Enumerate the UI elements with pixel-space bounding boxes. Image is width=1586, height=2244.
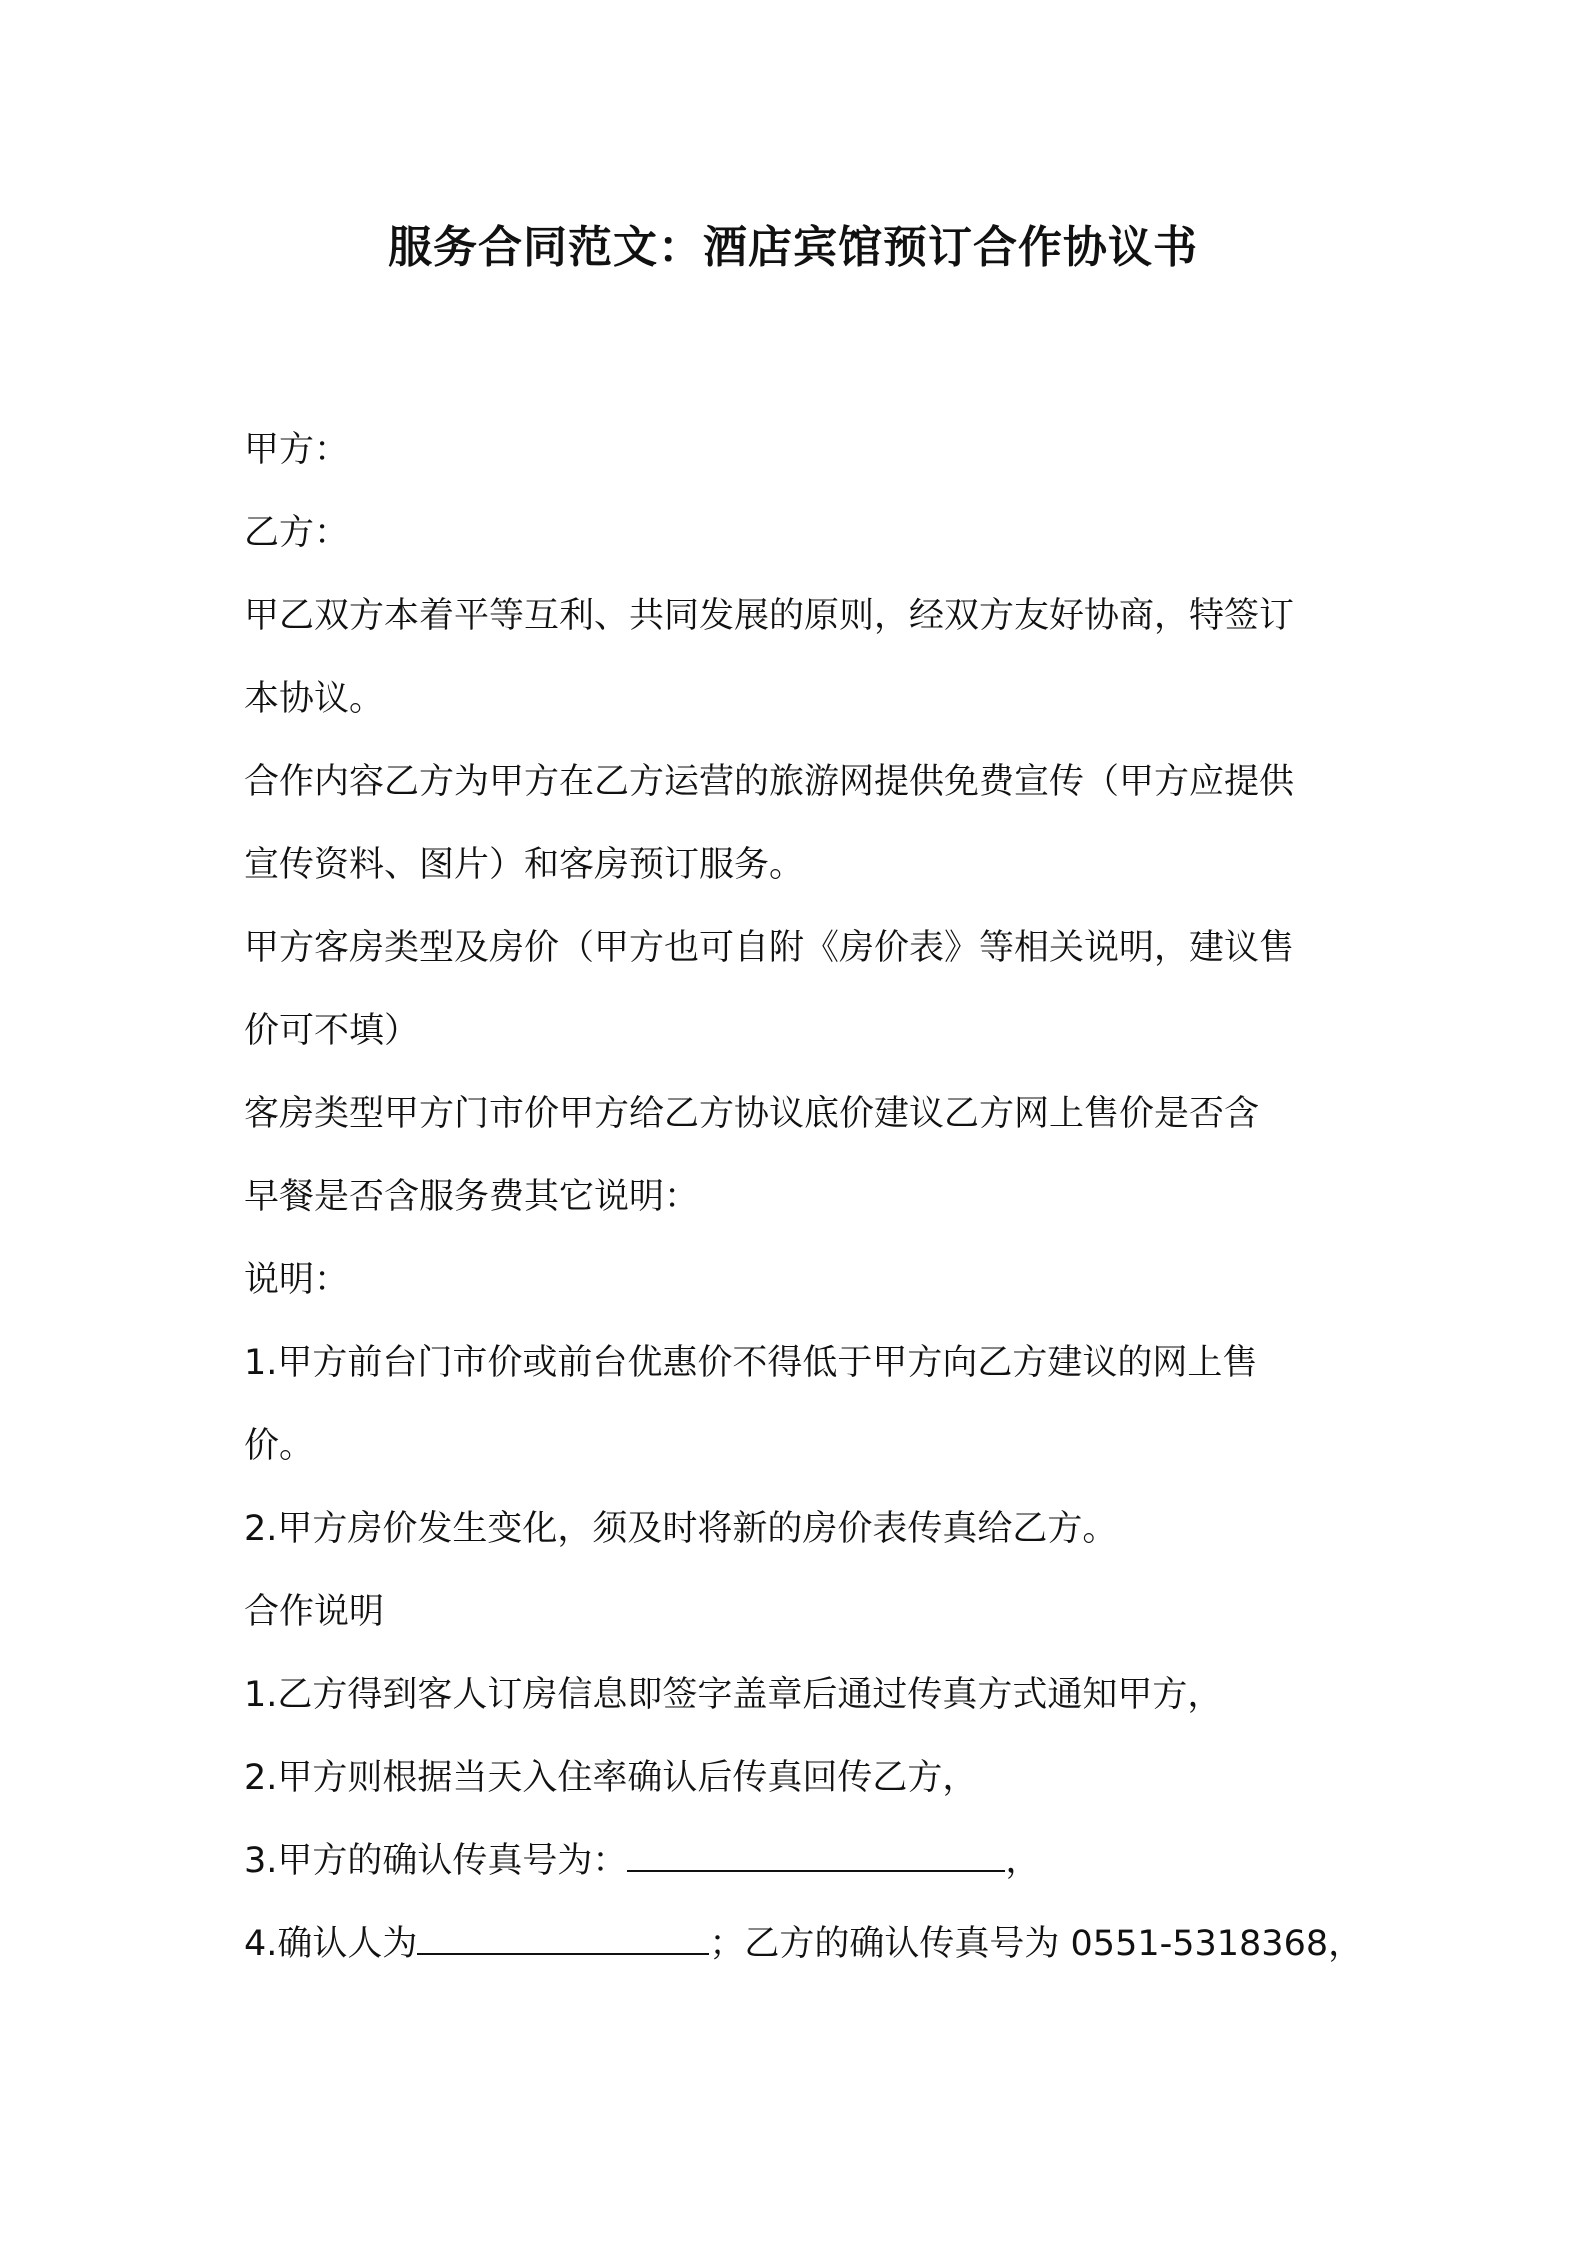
note-2: 2.甲方房价发生变化，须及时将新的房价表传真给乙方。 [244,1509,1118,1549]
note-1-line-1: 1.甲方前台门市价或前台优惠价不得低于甲方向乙方建议的网上售 [244,1343,1258,1383]
confirmer-blank [417,1921,709,1955]
fax-number-blank [627,1838,1005,1872]
table-header-line-2: 早餐是否含服务费其它说明： [244,1177,700,1217]
document-body [244,409,1364,1986]
coop-item-3 [244,1820,1364,1903]
coop-item-4-prefix: 4.确认人为 [244,1924,418,1964]
table-header-line-1: 客房类型甲方门市价甲方给乙方协议底价建议乙方网上售价是否含 [244,1094,1260,1134]
notes-label: 说明： [244,1260,350,1300]
intro-line-2: 本协议。 [244,679,385,719]
room-types-line-1: 甲方客房类型及房价（甲方也可自附《房价表》等相关说明，建议售 [244,928,1295,968]
party-a-line: 甲方： [244,430,350,470]
coop-item-4 [244,1903,1364,1986]
coop-content-line-1: 合作内容乙方为甲方在乙方运营的旅游网提供免费宣传（甲方应提供 [244,762,1295,802]
coop-item-3-suffix: ， [1005,1841,1041,1881]
document-title: 服务合同范文：酒店宾馆预订合作协议书 [388,222,1198,273]
coop-notes-label: 合作说明 [244,1592,385,1632]
coop-item-3-prefix: 3.甲方的确认传真号为： [244,1841,628,1881]
coop-item-1: 1.乙方得到客人订房信息即签字盖章后通过传真方式通知甲方， [244,1675,1223,1715]
note-1-line-2: 价。 [244,1426,315,1466]
coop-item-2: 2.甲方则根据当天入住率确认后传真回传乙方， [244,1758,978,1798]
party-b-line: 乙方： [244,513,350,553]
coop-content-line-2: 宣传资料、图片）和客房预订服务。 [244,845,805,885]
coop-item-4-suffix: ；乙方的确认传真号为 0551-5318368， [709,1924,1364,1964]
room-types-line-2: 价可不填） [244,1011,420,1051]
intro-line-1: 甲乙双方本着平等互利、共同发展的原则，经双方友好协商，特签订 [244,596,1295,636]
